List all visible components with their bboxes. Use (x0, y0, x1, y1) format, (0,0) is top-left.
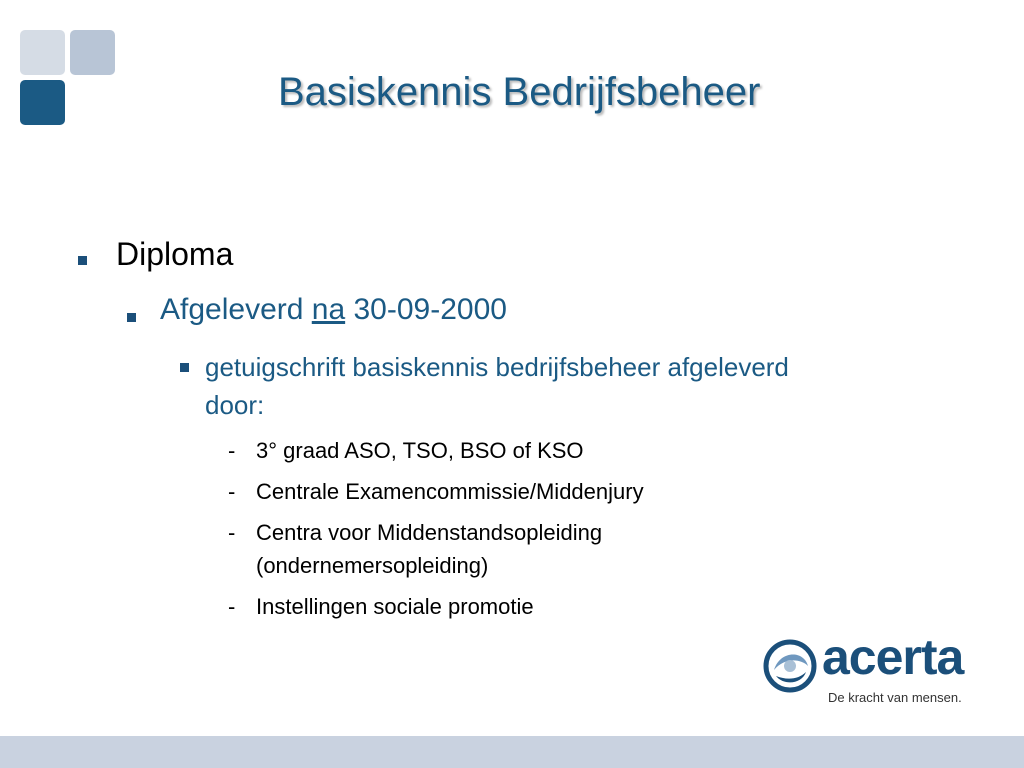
dash-mark: - (228, 520, 236, 545)
bullet-level2-text (160, 293, 507, 327)
acerta-swirl-icon (762, 636, 822, 696)
dash-item-text: Centrale Examencommissie/Middenjury (256, 479, 644, 504)
dash-item-text: Centra voor Middenstandsopleiding (ondernemersopleiding) (256, 520, 603, 578)
dash-item-text: 3° graad ASO, TSO, BSO of KSO (256, 438, 584, 463)
footer-bar (0, 736, 1024, 768)
logo-squares-icon (20, 30, 116, 126)
dash-item (228, 475, 828, 508)
square-bullet-icon (127, 313, 136, 322)
level2-underlined: na (311, 293, 346, 326)
level2-prefix: Afgeleverd (160, 293, 312, 326)
logo-square-dark (20, 80, 65, 125)
logo-square-light (20, 30, 65, 75)
square-bullet-icon (78, 256, 87, 265)
dash-mark: - (228, 594, 236, 619)
dash-item-text: Instellingen sociale promotie (256, 594, 534, 619)
dash-mark: - (228, 479, 236, 504)
dash-item (228, 434, 828, 467)
logo-square-mid (70, 30, 115, 75)
dash-list (228, 434, 828, 631)
dash-item (228, 590, 828, 623)
bullet-level1-text: Diploma (116, 236, 234, 272)
brand-name: acerta (822, 629, 964, 685)
brand-tagline: De kracht van mensen. (828, 690, 962, 705)
level2-suffix: 30-09-2000 (345, 293, 507, 326)
dash-mark: - (228, 438, 236, 463)
acerta-logo (762, 629, 982, 716)
slide-title: Basiskennis Bedrijfsbeheer (278, 70, 761, 114)
dash-item (228, 516, 828, 582)
bullet-level3-text: getuigschrift basiskennis bedrijfsbeheer afgeleverd door: (205, 352, 789, 420)
square-bullet-icon (180, 363, 189, 372)
